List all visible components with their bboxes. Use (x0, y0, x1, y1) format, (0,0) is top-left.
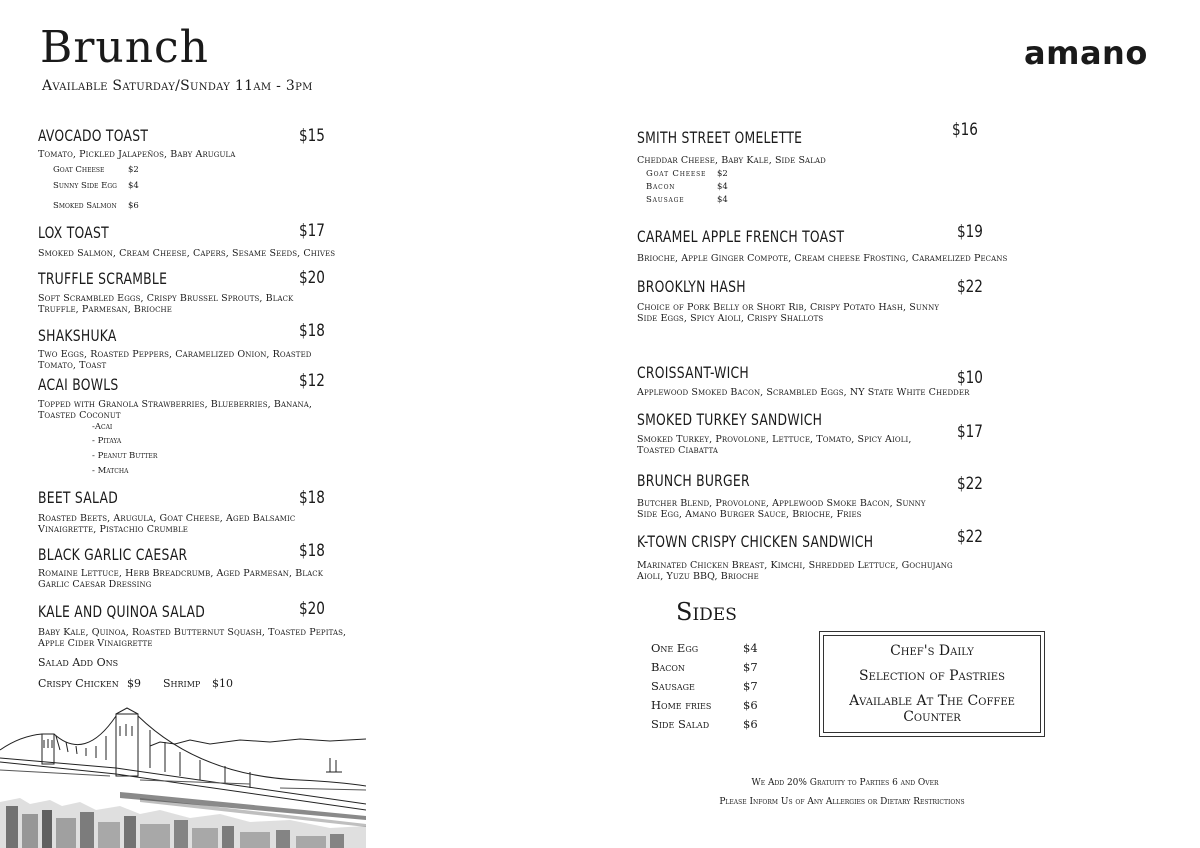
menu-item-name: BRUNCH BURGER (637, 471, 750, 490)
menu-item-description: Two Eggs, Roasted Peppers, Caramelized Onion, Roasted Tomato, Toast (38, 349, 312, 371)
gratuity-note: We Add 20% Gratuity to Parties 6 and Over (751, 778, 939, 788)
addon-name: Shrimp (163, 677, 201, 690)
addon-name: Bacon (646, 182, 676, 192)
menu-item-description: Tomato, Pickled Jalapeños, Baby Arugula (38, 149, 236, 160)
side-price: $7 (743, 660, 758, 674)
addon-price: $6 (128, 201, 139, 211)
addon-price: $10 (212, 677, 233, 690)
pastry-line: Available At The Coffee Counter (849, 693, 1015, 725)
menu-item-price: $22 (957, 527, 983, 547)
menu-item-name: BROOKLYN HASH (637, 277, 746, 296)
side-name: One Egg (651, 641, 699, 655)
addon-name: Goat Cheese (53, 165, 105, 175)
addon-name: Crispy Chicken (38, 677, 119, 690)
acai-option: - Peanut Butter (92, 451, 158, 461)
menu-item-name: LOX TOAST (38, 223, 109, 242)
sides-title: Sides (676, 598, 737, 626)
addon-price: $4 (717, 182, 728, 192)
addon-price: $4 (128, 181, 139, 191)
menu-item-name: CARAMEL APPLE FRENCH TOAST (637, 227, 845, 246)
menu-item-name: SMITH STREET OMELETTE (637, 128, 803, 147)
pastry-line: Chef's Daily (890, 643, 974, 659)
menu-title: Brunch (40, 22, 210, 73)
side-price: $7 (743, 679, 758, 693)
menu-item-name: AVOCADO TOAST (38, 126, 149, 145)
pastry-notice-box (819, 631, 1045, 737)
addon-name: Smoked Salmon (53, 201, 117, 211)
menu-item-name: TRUFFLE SCRAMBLE (38, 269, 168, 288)
side-price: $6 (743, 717, 758, 731)
menu-item-price: $19 (957, 222, 983, 242)
addon-price: $2 (128, 165, 139, 175)
menu-item-name: SMOKED TURKEY SANDWICH (637, 410, 823, 429)
menu-item-price: $22 (957, 277, 983, 297)
menu-item-name: BEET SALAD (38, 488, 118, 507)
side-price: $4 (743, 641, 758, 655)
menu-item-price: $15 (299, 126, 325, 146)
menu-item-description: Marinated Chicken Breast, Kimchi, Shredded Lettuce, Gochujang Aioli, Yuzu BBQ, Brioche (637, 560, 953, 582)
menu-item-name: SHAKSHUKA (38, 326, 117, 345)
availability-subtitle: Available Saturday/Sunday 11am - 3pm (42, 78, 313, 94)
menu-item-description: Butcher Blend, Provolone, Applewood Smoke Bacon, Sunny Side Egg, Amano Burger Sauce, Brioche, Fries (637, 498, 926, 520)
menu-item-price: $10 (957, 368, 983, 388)
menu-item-price: $17 (299, 221, 325, 241)
menu-item-price: $18 (299, 488, 325, 508)
menu-item-description: Romaine Lettuce, Herb Breadcrumb, Aged Parmesan, Black Garlic Caesar Dressing (38, 568, 324, 590)
side-name: Home fries (651, 698, 712, 712)
acai-option: - Pitaya (92, 436, 122, 446)
side-name: Sausage (651, 679, 695, 693)
menu-item-price: $16 (952, 120, 978, 140)
menu-item-description: Applewood Smoked Bacon, Scrambled Eggs, NY State White Chedder (637, 387, 970, 398)
pastry-line: Selection of Pastries (859, 668, 1005, 684)
menu-item-description: Roasted Beets, Arugula, Goat Cheese, Aged Balsamic Vinaigrette, Pistachio Crumble (38, 513, 296, 535)
menu-item-price: $18 (299, 321, 325, 341)
side-name: Side Salad (651, 717, 710, 731)
menu-item-name: BLACK GARLIC CAESAR (38, 545, 188, 564)
menu-item-description: Topped with Granola Strawberries, Blueberries, Banana, Toasted Coconut (38, 399, 312, 421)
menu-item-name: KALE AND QUINOA SALAD (38, 602, 206, 621)
menu-item-description: Brioche, Apple Ginger Compote, Cream cheese Frosting, Caramelized Pecans (637, 253, 1008, 264)
menu-item-price: $20 (299, 599, 325, 619)
menu-item-name: CROISSANT-WICH (637, 363, 750, 382)
menu-item-price: $18 (299, 541, 325, 561)
addon-name: Sunny Side Egg (53, 181, 117, 191)
acai-option: - Matcha (92, 466, 129, 476)
allergy-note: Please Inform Us of Any Allergies or Dietary Restrictions (719, 797, 965, 807)
side-name: Bacon (651, 660, 685, 674)
side-price: $6 (743, 698, 758, 712)
acai-option: -Acai (92, 422, 113, 432)
addon-name: Sausage (646, 195, 685, 205)
menu-item-price: $17 (957, 422, 983, 442)
menu-item-price: $22 (957, 474, 983, 494)
menu-item-name: K-TOWN CRISPY CHICKEN SANDWICH (637, 532, 874, 551)
menu-item-description: Choice of Pork Belly or Short Rib, Crispy Potato Hash, Sunny Side Eggs, Spicy Aioli, Crispy Shallots (637, 302, 940, 324)
menu-item-description: Baby Kale, Quinoa, Roasted Butternut Squash, Toasted Pepitas, Apple Cider Vinaigrette (38, 627, 347, 649)
brand-logo: amano (1024, 34, 1148, 72)
menu-item-description: Soft Scrambled Eggs, Crispy Brussel Sprouts, Black Truffle, Parmesan, Brioche (38, 293, 294, 315)
menu-item-description: Smoked Turkey, Provolone, Lettuce, Tomato, Spicy Aioli, Toasted Ciabatta (637, 434, 912, 456)
addon-price: $4 (717, 195, 728, 205)
menu-item-description: Smoked Salmon, Cream Cheese, Capers, Sesame Seeds, Chives (38, 248, 336, 259)
menu-item-description: Cheddar Cheese, Baby Kale, Side Salad (637, 155, 826, 166)
salad-addons-label: Salad Add Ons (38, 656, 119, 669)
menu-item-price: $12 (299, 371, 325, 391)
brooklyn-bridge-illustration (0, 706, 366, 848)
addon-price: $9 (127, 677, 141, 690)
menu-item-price: $20 (299, 268, 325, 288)
addon-name: Goat Cheese (646, 169, 707, 179)
addon-price: $2 (717, 169, 728, 179)
menu-item-name: ACAI BOWLS (38, 375, 119, 394)
